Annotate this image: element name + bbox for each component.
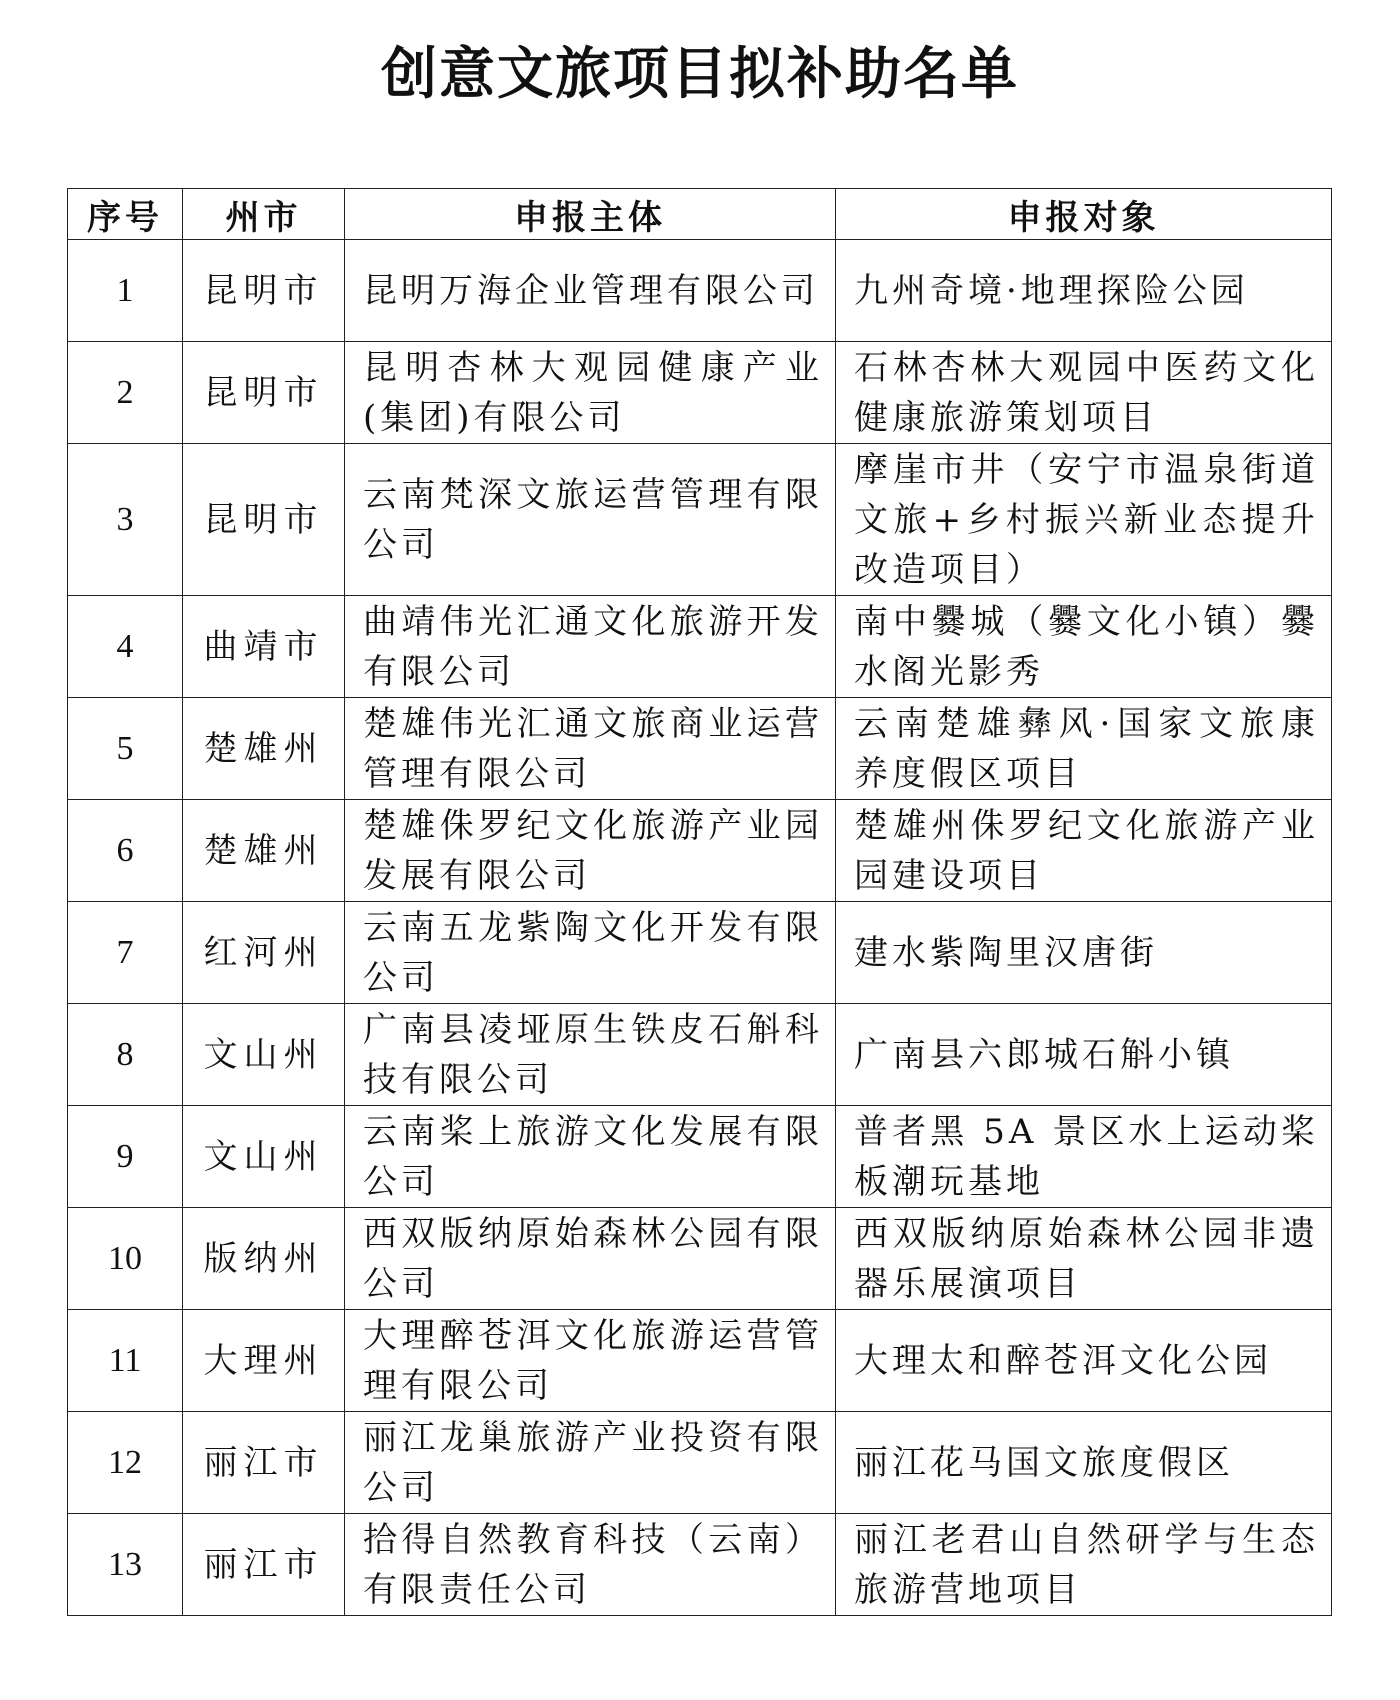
row-project: 丽江老君山自然研学与生态旅游营地项目 [836,1514,1332,1616]
row-index: 5 [68,698,183,800]
row-city: 版纳州 [183,1208,345,1310]
row-project: 西双版纳原始森林公园非遗器乐展演项目 [836,1208,1332,1310]
row-index: 8 [68,1004,183,1106]
row-city: 文山州 [183,1004,345,1106]
row-index: 6 [68,800,183,902]
header-applicant: 申报主体 [345,189,836,240]
row-index: 12 [68,1412,183,1514]
row-city: 丽江市 [183,1514,345,1616]
table-row [68,1004,1332,1106]
row-project: 建水紫陶里汉唐街 [836,902,1332,1004]
table-row [68,1208,1332,1310]
table-row [68,1412,1332,1514]
row-city: 昆明市 [183,342,345,444]
row-project: 大理太和醉苍洱文化公园 [836,1310,1332,1412]
row-city: 文山州 [183,1106,345,1208]
table-row [68,342,1332,444]
row-index: 7 [68,902,183,1004]
row-project: 摩崖市井（安宁市温泉街道文旅+乡村振兴新业态提升改造项目） [836,444,1332,596]
table-row [68,1514,1332,1616]
row-index: 10 [68,1208,183,1310]
row-applicant: 楚雄伟光汇通文旅商业运营管理有限公司 [345,698,836,800]
row-project: 南中爨城（爨文化小镇）爨水阁光影秀 [836,596,1332,698]
row-applicant: 广南县凌垭原生铁皮石斛科技有限公司 [345,1004,836,1106]
row-applicant: 大理醉苍洱文化旅游运营管理有限公司 [345,1310,836,1412]
row-project: 广南县六郎城石斛小镇 [836,1004,1332,1106]
row-applicant: 昆明杏林大观园健康产业(集团)有限公司 [345,342,836,444]
row-applicant: 昆明万海企业管理有限公司 [345,240,836,342]
row-index: 1 [68,240,183,342]
row-index: 11 [68,1310,183,1412]
table-header-row [68,189,1332,240]
row-city: 楚雄州 [183,800,345,902]
row-index: 9 [68,1106,183,1208]
row-project: 楚雄州侏罗纪文化旅游产业园建设项目 [836,800,1332,902]
table-row [68,1106,1332,1208]
table-row [68,698,1332,800]
row-applicant: 楚雄侏罗纪文化旅游产业园发展有限公司 [345,800,836,902]
row-city: 大理州 [183,1310,345,1412]
row-project: 普者黑 5A 景区水上运动桨板潮玩基地 [836,1106,1332,1208]
table-row [68,1310,1332,1412]
row-project: 石林杏林大观园中医药文化健康旅游策划项目 [836,342,1332,444]
row-city: 昆明市 [183,444,345,596]
row-applicant: 云南五龙紫陶文化开发有限公司 [345,902,836,1004]
row-applicant: 云南桨上旅游文化发展有限公司 [345,1106,836,1208]
row-applicant: 拾得自然教育科技（云南）有限责任公司 [345,1514,836,1616]
page-title: 创意文旅项目拟补助名单 [381,42,1019,107]
row-applicant: 丽江龙巢旅游产业投资有限公司 [345,1412,836,1514]
row-city: 楚雄州 [183,698,345,800]
table-row [68,596,1332,698]
table-row [68,444,1332,596]
row-applicant: 云南梵深文旅运营管理有限公司 [345,444,836,596]
grant-list-table [67,188,1332,1616]
table-row [68,902,1332,1004]
row-index: 2 [68,342,183,444]
table-row [68,240,1332,342]
row-city: 曲靖市 [183,596,345,698]
row-applicant: 曲靖伟光汇通文化旅游开发有限公司 [345,596,836,698]
row-city: 丽江市 [183,1412,345,1514]
header-project: 申报对象 [836,189,1332,240]
table-row [68,800,1332,902]
row-project: 九州奇境·地理探险公园 [836,240,1332,342]
row-city: 红河州 [183,902,345,1004]
row-project: 云南楚雄彝风·国家文旅康养度假区项目 [836,698,1332,800]
row-index: 13 [68,1514,183,1616]
row-project: 丽江花马国文旅度假区 [836,1412,1332,1514]
header-city: 州市 [183,189,345,240]
header-index: 序号 [68,189,183,240]
row-index: 3 [68,444,183,596]
row-city: 昆明市 [183,240,345,342]
row-applicant: 西双版纳原始森林公园有限公司 [345,1208,836,1310]
row-index: 4 [68,596,183,698]
